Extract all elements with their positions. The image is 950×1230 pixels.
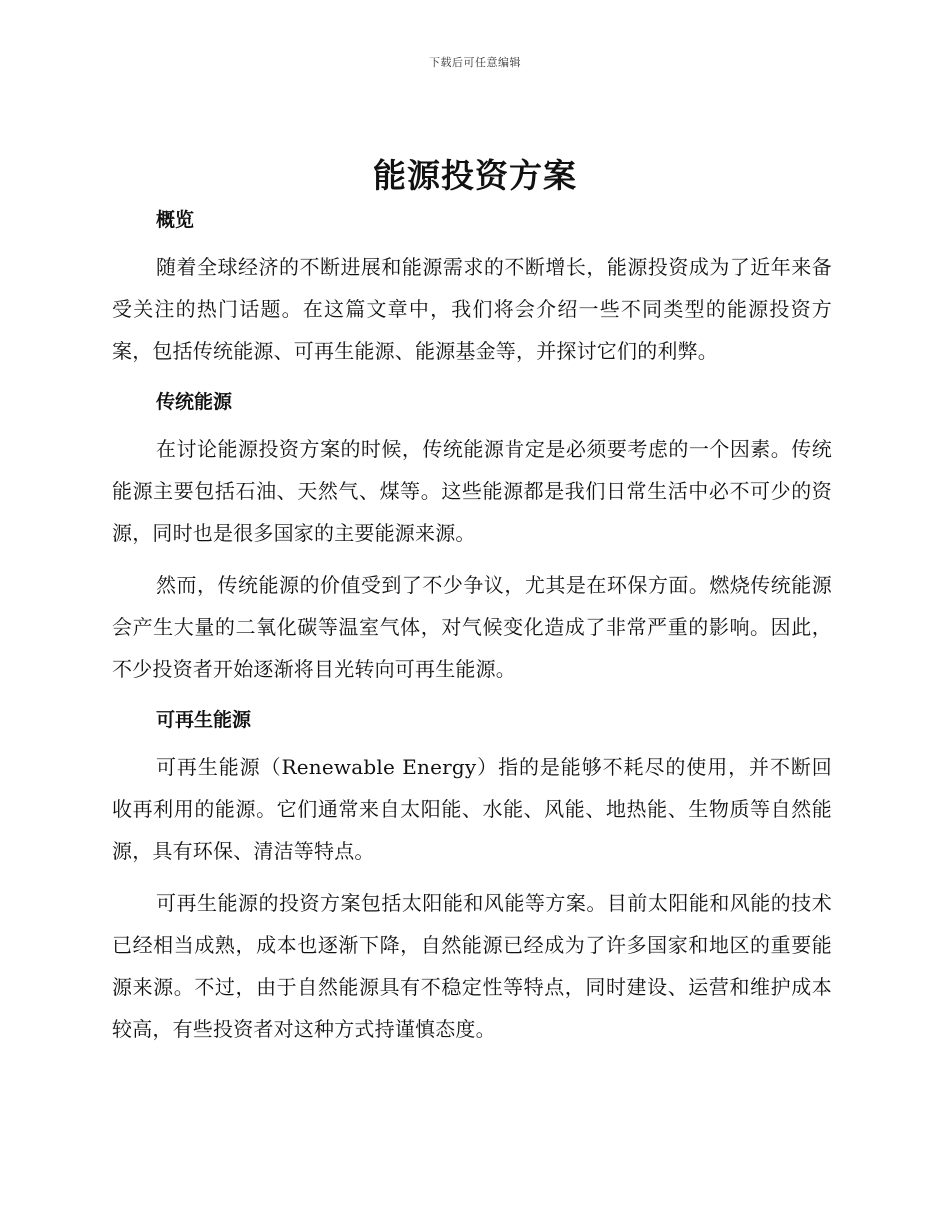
document-body [112,200,832,1060]
paragraph: 可再生能源（Renewable Energy）指的是能够不耗尽的使用，并不断回收再利用的能源。它们通常来自太阳能、水能、风能、地热能、生物质等自然能源，具有环保、清洁等特点。 [112,755,832,863]
section-renewable-energy [112,700,832,1050]
header-note: 下载后可任意编辑 [429,56,521,69]
section-overview [112,200,832,372]
document-title: 能源投资方案 [373,156,577,195]
paragraph: 可再生能源的投资方案包括太阳能和风能等方案。目前太阳能和风能的技术已经相当成熟，成本也逐渐下降，自然能源已经成为了许多国家和地区的重要能源来源。不过，由于自然能源具有不稳定性等特点，同时建设、运营和维护成本较高，有些投资者对这种方式持谨慎态度。 [112,891,832,1041]
section-heading: 概览 [156,209,195,231]
section-traditional-energy [112,382,832,690]
paragraph: 随着全球经济的不断进展和能源需求的不断增长，能源投资成为了近年来备受关注的热门话题。在这篇文章中，我们将会介绍一些不同类型的能源投资方案，包括传统能源、可再生能源、能源基金等，并探讨它们的利弊。 [112,255,832,363]
paragraph: 然而，传统能源的价值受到了不少争议，尤其是在环保方面。燃烧传统能源会产生大量的二氧化碳等温室气体，对气候变化造成了非常严重的影响。因此，不少投资者开始逐渐将目光转向可再生能源。 [112,573,832,681]
section-heading: 传统能源 [156,391,233,413]
paragraph: 在讨论能源投资方案的时候，传统能源肯定是必须要考虑的一个因素。传统能源主要包括石油、天然气、煤等。这些能源都是我们日常生活中必不可少的资源，同时也是很多国家的主要能源来源。 [112,437,832,545]
section-heading: 可再生能源 [156,709,252,731]
